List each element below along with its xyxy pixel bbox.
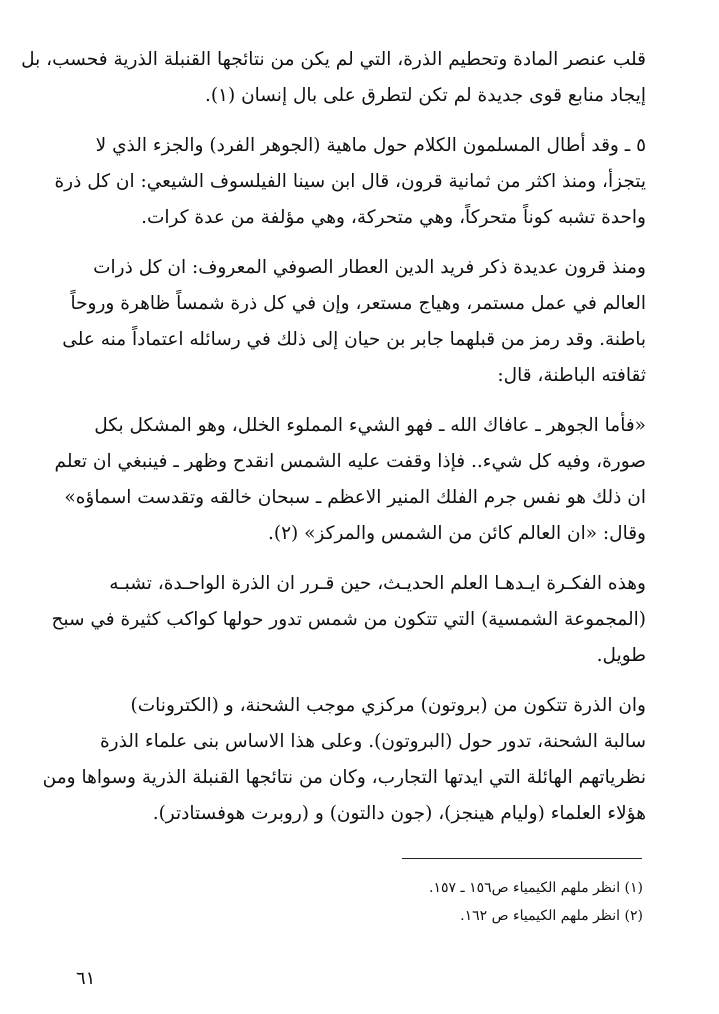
text-line: طويل.	[596, 645, 646, 666]
text-line: وقال: «ان العالم كائن من الشمس والمركز» (٢).	[267, 523, 646, 544]
paragraph-3	[62, 250, 646, 394]
text-line: إيجاد منابع قوى جديدة لم تكن لتطرق على بال إنسان (١).	[204, 85, 646, 106]
text-line: ٥ ـ وقد أطال المسلمون الكلام حول ماهية (الجوهر الفرد) والجزء الذي لا	[95, 135, 646, 156]
paragraph-4-quote	[54, 408, 646, 552]
main-text	[21, 42, 646, 832]
text-line: وان الذرة تتكون من (بروتون) مركزي موجب الشحنة، و (الكترونات)	[130, 695, 646, 716]
text-line: ومنذ قرون عديدة ذكر فريد الدين العطار الصوفي المعروف: ان كل ذرات	[93, 257, 646, 278]
text-line: باطنة. وقد رمز من قبلهما جابر بن حيان إلى ذلك في رسائله اعتماداً منه على	[62, 329, 646, 350]
text-line: (المجموعة الشمسية) التي تتكون من شمس تدور حولها كواكب كثيرة في سبح	[51, 609, 646, 630]
text-line: نظرياتهم الهائلة التي ايدتها التجارب، وكان من نتائجها القنبلة الذرية وسواها ومن	[42, 767, 646, 788]
text-line: صورة، وفيه كل شيء.. فإذا وقفت عليه الشمس انقدح وظهر ـ فينبغي ان تعلم	[54, 451, 646, 472]
text-line: «فأما الجوهر ـ عافاك الله ـ فهو الشيء المملوء الخلل، وهو المشكل بكل	[94, 415, 646, 436]
text-line: هؤلاء العلماء (وليام هينجز)، (جون دالتون) و (روبرت هوفستادتر).	[152, 803, 646, 824]
footnote-divider	[402, 858, 642, 859]
text-line: وهذه الفكـرة ايـدهـا العلم الحديـث، حين قـرر ان الذرة الواحـدة، تشبـه	[109, 573, 646, 594]
text-line: سالبة الشحنة، تدور حول (البروتون). وعلى هذا الاساس بنى علماء الذرة	[99, 731, 646, 752]
paragraph-6	[42, 688, 646, 832]
text-line: قلب عنصر المادة وتحطيم الذرة، التي لم يكن من نتائجها القنبلة الذرية فحسب، بل	[21, 49, 646, 70]
text-line: العالم في عمل مستمر، وهياج مستعر، وإن في كل ذرة شمساً ظاهرة وروحاً	[70, 293, 646, 314]
footnote-2: (٢) انظر ملهم الكيمياء ص ١٦٢.	[460, 908, 643, 924]
footnote-1: (١) انظر ملهم الكيمياء ص١٥٦ ـ ١٥٧.	[429, 880, 643, 896]
text-line: ان ذلك هو نفس جرم الفلك المنير الاعظم ـ سبحان خالقه وتقدست اسماؤه»	[64, 487, 646, 508]
paragraph-5	[51, 566, 646, 674]
text-line: واحدة تشبه كوناً متحركاً، وهي متحركة، وهي مؤلفة من عدة كرات.	[141, 207, 646, 228]
text-line: ثقافته الباطنة، قال:	[497, 365, 646, 386]
paragraph-2	[54, 128, 646, 236]
footnotes	[83, 874, 643, 930]
text-line: يتجزأ، ومنذ اكثر من ثمانية قرون، قال ابن سينا الفيلسوف الشيعي: ان كل ذرة	[54, 171, 646, 192]
paragraph-1	[21, 42, 646, 114]
page-number: ٦١	[76, 968, 96, 989]
